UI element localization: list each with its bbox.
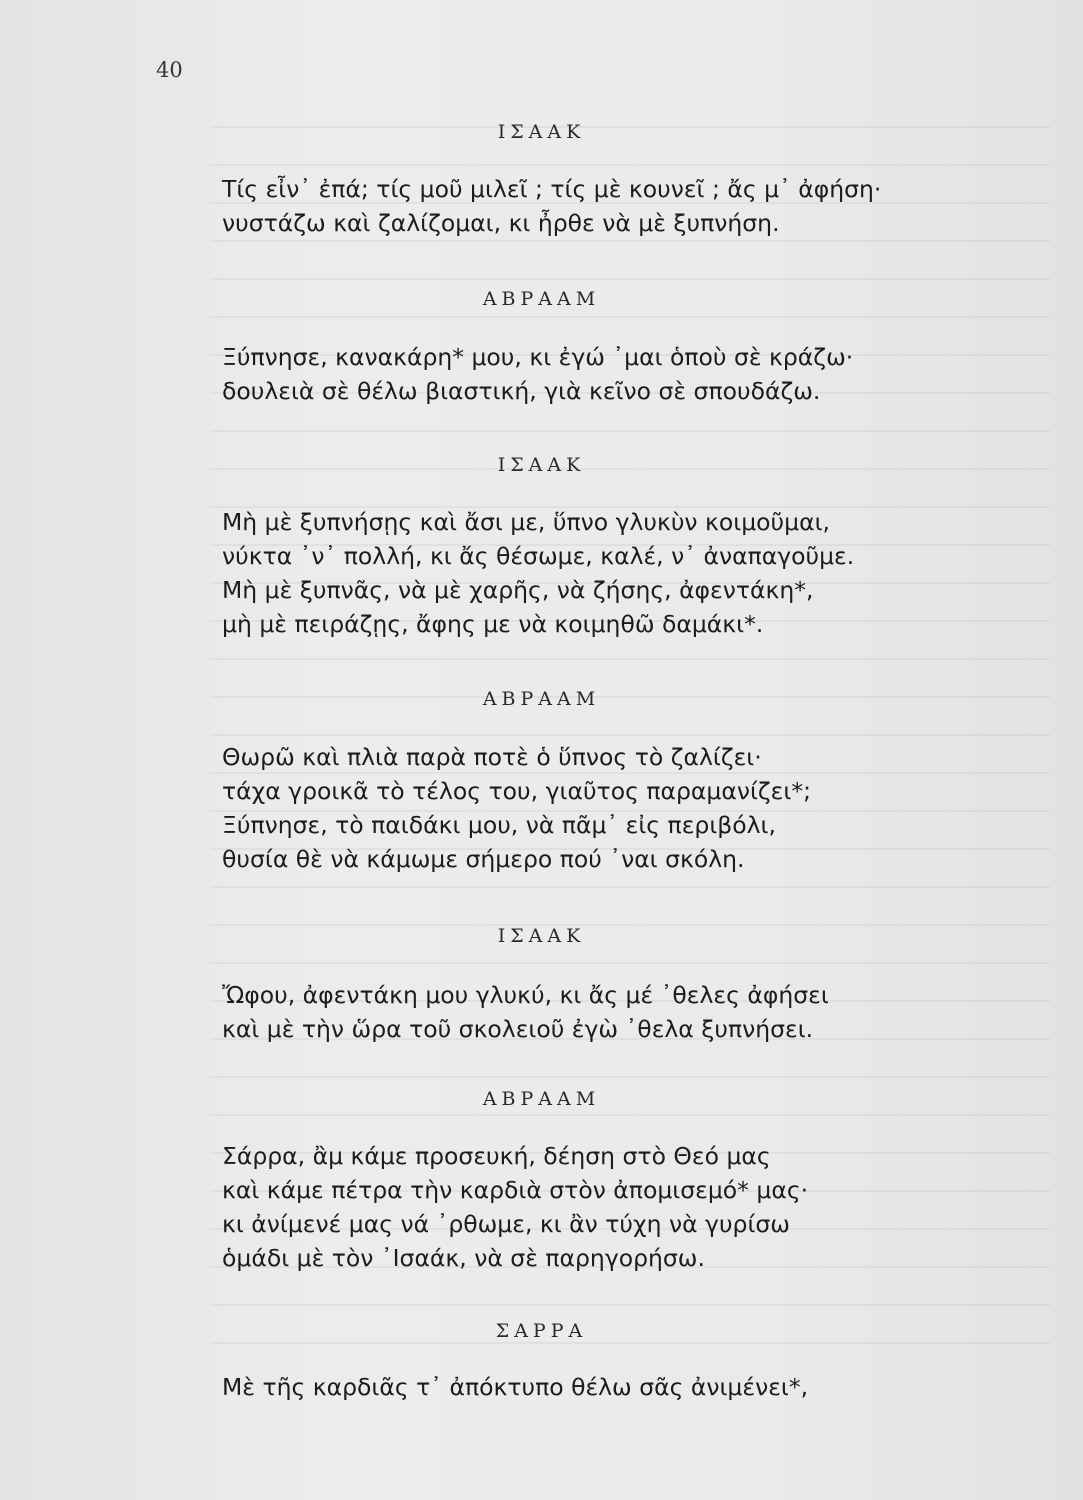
verse-stanza xyxy=(222,1370,1042,1404)
verse-line: Μὴ μὲ ξυπνήσῃς καὶ ἄσι με, ὕπνο γλυκὺν κοιμοῦμαι, xyxy=(222,508,830,536)
verse-line: δουλειὰ σὲ θέλω βιαστική, γιὰ κεῖνο σὲ σπουδάζω. xyxy=(222,377,821,405)
speaker-heading: ΑΒΡΑΑΜ xyxy=(482,288,601,310)
verse-line: Ξύπνησε, τὸ παιδάκι μου, νὰ πᾶμ᾽ εἰς περιβόλι, xyxy=(222,811,776,839)
speaker-heading: ΙΣΑΑΚ xyxy=(497,454,586,476)
speaker-heading: ΑΒΡΑΑΜ xyxy=(482,688,601,710)
verse-stanza xyxy=(222,1139,1042,1275)
verse-line: Μὲ τῆς καρδιᾶς τ᾽ ἀπόκτυπο θέλω σᾶς ἀνιμένει*, xyxy=(222,1373,809,1401)
verse-line: νύκτα ᾽ν᾽ πολλή, κι ἄς θέσωμε, καλέ, ν᾽ ἀναπαγοῦμε. xyxy=(222,542,855,570)
speaker-heading: ΙΣΑΑΚ xyxy=(497,925,586,947)
verse-line: Σάρρα, ἂμ κάμε προσευκή, δέηση στὸ Θεό μας xyxy=(222,1142,771,1170)
verse-line: μὴ μὲ πειράζῃς, ἄφης με νὰ κοιμηθῶ δαμάκι*. xyxy=(222,610,764,638)
verse-line: καὶ κάμε πέτρα τὴν καρδιὰ στὸν ἀπομισεμό* μας· xyxy=(222,1176,809,1204)
speaker-heading: ΙΣΑΑΚ xyxy=(497,121,586,143)
verse-line: καὶ μὲ τὴν ὥρα τοῦ σκολειοῦ ἐγὼ ᾽θελα ξυπνήσει. xyxy=(222,1015,814,1043)
verse-stanza xyxy=(222,505,1042,641)
speaker-heading: ΑΒΡΑΑΜ xyxy=(482,1088,601,1110)
speaker-heading: ΣΑΡΡΑ xyxy=(495,1320,588,1342)
verse-stanza xyxy=(222,978,1042,1046)
verse-line: Ὤφου, ἀφεντάκη μου γλυκύ, κι ἄς μέ ᾽θελες ἀφήσει xyxy=(222,981,829,1009)
verse-line: Τίς εἶν᾽ ἐπά; τίς μοῦ μιλεῖ ; τίς μὲ κουνεῖ ; ἄς μ᾽ ἀφήση· xyxy=(222,175,882,203)
verse-line: Θωρῶ καὶ πλιὰ παρὰ ποτὲ ὁ ὕπνος τὸ ζαλίζει· xyxy=(222,743,762,771)
verse-line: κι ἀνίμενέ μας νά ᾽ρθωμε, κι ἂν τύχη νὰ γυρίσω xyxy=(222,1210,790,1238)
verse-line: θυσία θὲ νὰ κάμωμε σήμερο πού ᾽ναι σκόλη. xyxy=(222,845,745,873)
verse-stanza xyxy=(222,340,1042,408)
verse-stanza xyxy=(222,172,1042,240)
verse-line: Ξύπνησε, κανακάρη* μου, κι ἐγώ ᾽μαι ὁποὺ σὲ κράζω· xyxy=(222,343,854,371)
verse-stanza xyxy=(222,740,1042,876)
verse-line: νυστάζω καὶ ζαλίζομαι, κι ἦρθε νὰ μὲ ξυπνήση. xyxy=(222,209,780,237)
page-number: 40 xyxy=(156,58,183,82)
verse-line: τάχα γροικᾶ τὸ τέλος του, γιαῦτος παραμανίζει*; xyxy=(222,777,812,805)
verse-line: ὁμάδι μὲ τὸν ᾽Ισαάκ, νὰ σὲ παρηγορήσω. xyxy=(222,1244,705,1272)
verse-line: Μὴ μὲ ξυπνᾶς, νὰ μὲ χαρῆς, νὰ ζήσης, ἀφεντάκη*, xyxy=(222,576,814,604)
